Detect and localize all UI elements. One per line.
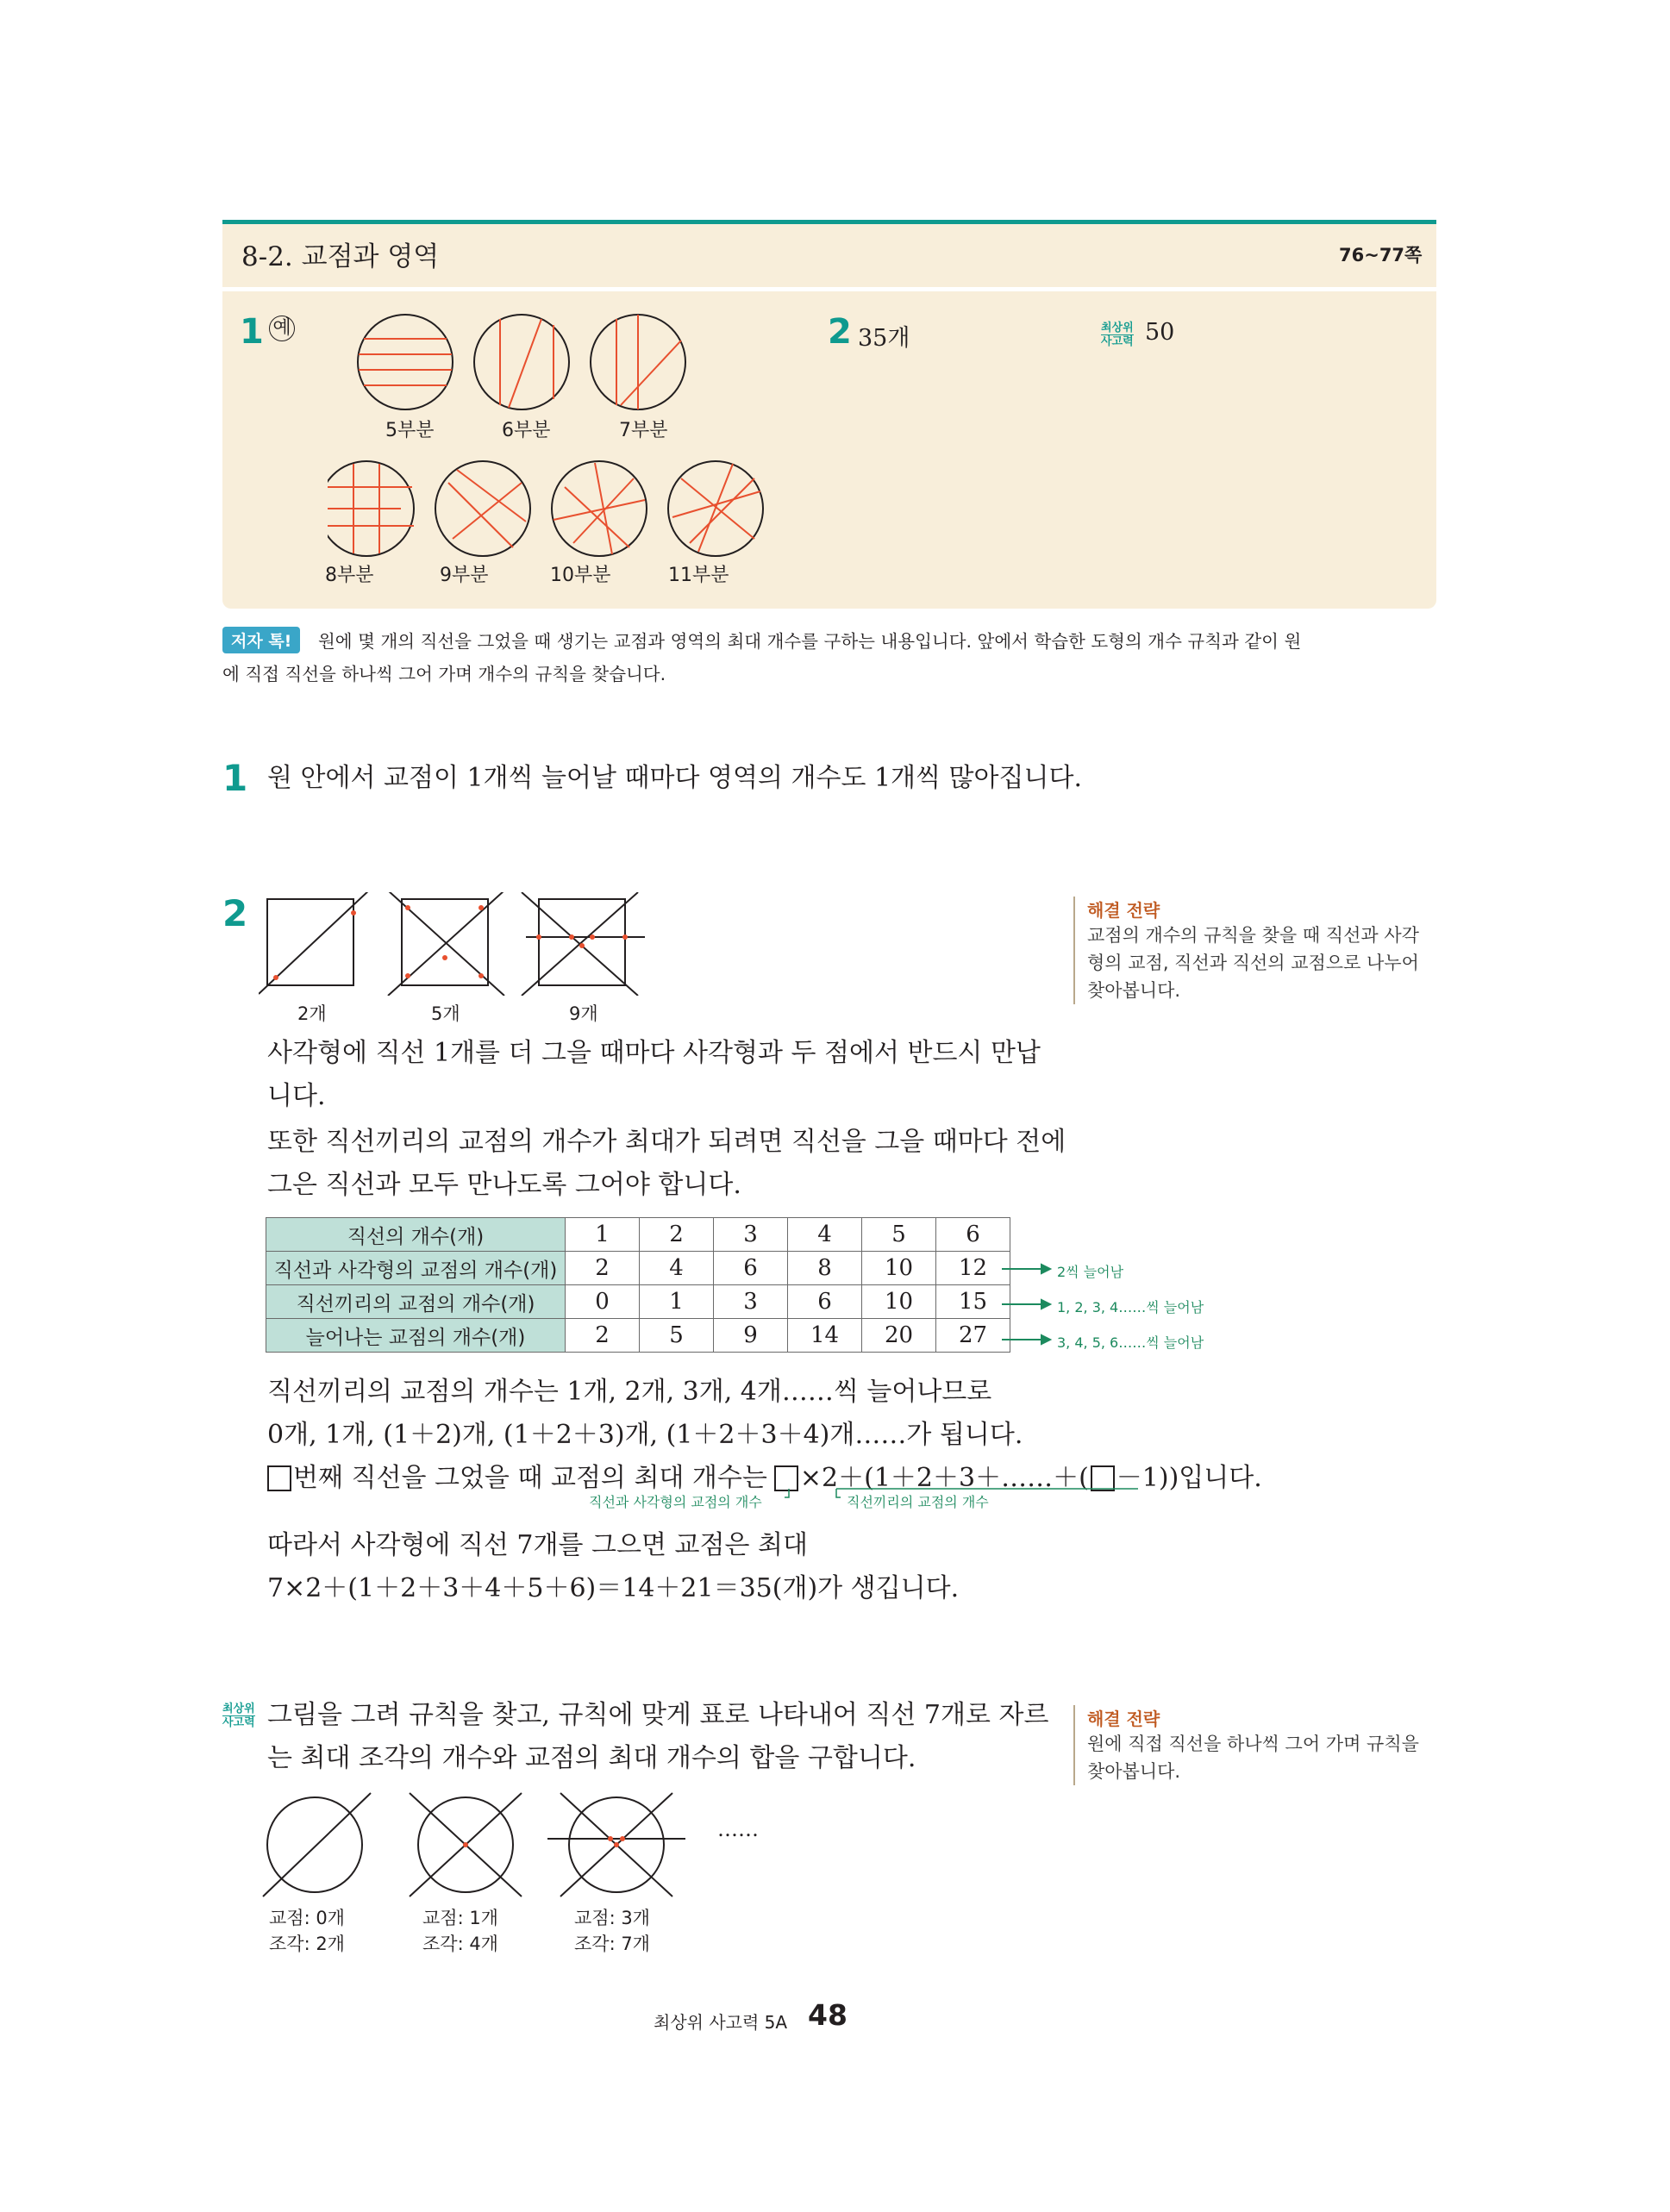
circle-cut-diagram bbox=[259, 1789, 690, 1901]
answer-2-number: 2 bbox=[828, 312, 852, 352]
label-8-parts: 8부분 bbox=[325, 565, 374, 586]
table-cell: 6 bbox=[788, 1285, 862, 1319]
table-cell: 14 bbox=[788, 1319, 862, 1353]
strategy-line-2b: 찾아봅니다. bbox=[1087, 1761, 1181, 1782]
label-10-parts: 10부분 bbox=[550, 565, 611, 586]
top-answer-badge bbox=[1101, 322, 1134, 348]
top-answer-value: 50 bbox=[1145, 319, 1175, 346]
badge-line-1: 최상위 bbox=[1101, 322, 1134, 334]
caption-1-pieces: 조각: 2개 bbox=[269, 1934, 345, 1954]
para1-line1: 사각형에 직선 1개를 더 그을 때마다 사각형과 두 점에서 반드시 만납 bbox=[267, 1038, 1041, 1068]
table-cell: 4 bbox=[640, 1252, 714, 1285]
strategy-line-1a: 교점의 개수의 규칙을 찾을 때 직선과 사각 bbox=[1087, 925, 1419, 946]
table-row bbox=[266, 1319, 1010, 1353]
table-note-1: 2씩 늘어남 bbox=[1057, 1264, 1124, 1280]
badge-line-2: 사고력 bbox=[1101, 335, 1134, 348]
strategy-box-2 bbox=[1073, 1705, 1449, 1785]
formula-under-label-1: 직선과 사각형의 교점의 개수 bbox=[589, 1494, 762, 1510]
table-cell: 5 bbox=[640, 1319, 714, 1353]
table-cell: 8 bbox=[788, 1252, 862, 1285]
table-cell: 2 bbox=[640, 1218, 714, 1252]
top-section-badge bbox=[222, 1703, 255, 1729]
author-tip-line-2: 에 직접 직선을 하나씩 그어 가며 개수의 규칙을 찾습니다. bbox=[222, 664, 666, 684]
explanation-line-e: 7×2＋(1＋2＋3＋4＋5＋6)＝14＋21＝35(개)가 생깁니다. bbox=[267, 1573, 960, 1603]
top-section-line-1: 그림을 그려 규칙을 찾고, 규칙에 맞게 표로 나타내어 직선 7개로 자르 bbox=[267, 1700, 1049, 1730]
table-cell: 6 bbox=[936, 1218, 1010, 1252]
strategy-line-1c: 찾아봅니다. bbox=[1087, 980, 1181, 1001]
row-header: 직선과 사각형의 교점의 개수(개) bbox=[266, 1252, 566, 1285]
table-cell: 5 bbox=[862, 1218, 936, 1252]
caption-2-intersections: 교점: 1개 bbox=[422, 1908, 498, 1928]
label-6-parts: 6부분 bbox=[502, 420, 551, 441]
caption-3 bbox=[574, 1905, 650, 1957]
para2-line1: 또한 직선끼리의 교점의 개수가 최대가 되려면 직선을 그을 때마다 전에 bbox=[267, 1127, 1066, 1157]
table-cell: 6 bbox=[714, 1252, 788, 1285]
circle-10-parts bbox=[552, 461, 647, 556]
table-cell: 20 bbox=[862, 1319, 936, 1353]
author-tip-line-1: 원에 몇 개의 직선을 그었을 때 생기는 교점과 영역의 최대 개수를 구하는 내용입니다. 앞에서 학습한 도형의 개수 규칙과 같이 원 bbox=[318, 631, 1302, 652]
caption-1 bbox=[269, 1905, 345, 1957]
solution-1-text: 원 안에서 교점이 1개씩 늘어날 때마다 영역의 개수도 1개씩 많아집니다. bbox=[267, 763, 1082, 793]
strategy-line-1b: 형의 교점, 직선과 직선의 교점으로 나누어 bbox=[1087, 953, 1419, 973]
formula-part-2: ×2＋(1＋2＋3＋……＋( bbox=[799, 1463, 1089, 1493]
table-note-3: 3, 4, 5, 6……씩 늘어남 bbox=[1057, 1334, 1204, 1351]
caption-2-pieces: 조각: 4개 bbox=[422, 1934, 498, 1954]
section-title: 8-2. 교점과 영역 bbox=[241, 241, 440, 272]
square-label-1: 2개 bbox=[297, 1003, 327, 1024]
circle-9-parts bbox=[435, 461, 530, 556]
table-cell: 12 bbox=[936, 1252, 1010, 1285]
strategy-box-1 bbox=[1073, 897, 1449, 1004]
table-cell: 27 bbox=[936, 1319, 1010, 1353]
blank-box-1 bbox=[267, 1465, 291, 1491]
label-9-parts: 9부분 bbox=[440, 565, 489, 586]
table-row bbox=[266, 1252, 1010, 1285]
caption-3-pieces: 조각: 7개 bbox=[574, 1934, 650, 1954]
page-number: 48 bbox=[808, 1998, 848, 2032]
top-section-line-2: 는 최대 조각의 개수와 교점의 최대 개수의 합을 구합니다. bbox=[267, 1743, 916, 1773]
table-cell: 0 bbox=[566, 1285, 640, 1319]
intersection-table bbox=[266, 1217, 1010, 1353]
row-header: 직선끼리의 교점의 개수(개) bbox=[266, 1285, 566, 1319]
answer-2-value: 35개 bbox=[858, 325, 910, 352]
table-cell: 10 bbox=[862, 1285, 936, 1319]
table-cell: 3 bbox=[714, 1218, 788, 1252]
square-label-2: 5개 bbox=[431, 1003, 460, 1024]
label-7-parts: 7부분 bbox=[619, 420, 668, 441]
square-1 bbox=[267, 899, 353, 985]
table-cell: 10 bbox=[862, 1252, 936, 1285]
table-cell: 9 bbox=[714, 1319, 788, 1353]
square-lines-diagram bbox=[259, 892, 655, 996]
circle-6-parts bbox=[474, 315, 569, 409]
label-5-parts: 5부분 bbox=[385, 420, 435, 441]
caption-2 bbox=[422, 1905, 498, 1957]
table-cell: 2 bbox=[566, 1319, 640, 1353]
footer-book-title: 최상위 사고력 5A bbox=[654, 2012, 788, 2033]
para2-line2: 그은 직선과 모두 만나도록 그어야 합니다. bbox=[267, 1170, 741, 1200]
example-badge: 예 bbox=[269, 316, 295, 341]
author-tip-badge: 저자 톡! bbox=[222, 627, 300, 653]
explanation-line-a: 직선끼리의 교점의 개수는 1개, 2개, 3개, 4개……씩 늘어나므로 bbox=[267, 1377, 992, 1407]
formula-under-label-2: 직선끼리의 교점의 개수 bbox=[847, 1494, 989, 1510]
solution-1-number: 1 bbox=[222, 757, 248, 799]
answer-1-number: 1 bbox=[240, 312, 264, 352]
caption-3-intersections: 교점: 3개 bbox=[574, 1908, 650, 1928]
table-row bbox=[266, 1285, 1010, 1319]
formula-part-3: －1))입니다. bbox=[1116, 1463, 1262, 1493]
circle-5-parts bbox=[358, 315, 453, 409]
strategy-title-2: 해결 전략 bbox=[1087, 1709, 1160, 1729]
table-cell: 1 bbox=[566, 1218, 640, 1252]
table-cell: 3 bbox=[714, 1285, 788, 1319]
page-range: 76~77쪽 bbox=[1339, 245, 1423, 266]
label-11-parts: 11부분 bbox=[668, 565, 729, 586]
table-cell: 2 bbox=[566, 1252, 640, 1285]
badge-line-1: 최상위 bbox=[222, 1703, 255, 1715]
caption-1-intersections: 교점: 0개 bbox=[269, 1908, 345, 1928]
row-header: 늘어나는 교점의 개수(개) bbox=[266, 1319, 566, 1353]
table-cell: 15 bbox=[936, 1285, 1010, 1319]
strategy-line-2a: 원에 직접 직선을 하나씩 그어 가며 규칙을 bbox=[1087, 1734, 1419, 1754]
explanation-line-d: 따라서 사각형에 직선 7개를 그으면 교점은 최대 bbox=[267, 1530, 808, 1560]
table-cell: 1 bbox=[640, 1285, 714, 1319]
solution-2-number: 2 bbox=[222, 892, 248, 934]
explanation-line-b: 0개, 1개, (1＋2)개, (1＋2＋3)개, (1＋2＋3＋4)개……가 됩니다. bbox=[267, 1420, 1023, 1450]
table-note-2: 1, 2, 3, 4……씩 늘어남 bbox=[1057, 1299, 1204, 1315]
note-arrows bbox=[1000, 1260, 1052, 1355]
strategy-title-1: 해결 전략 bbox=[1087, 900, 1160, 921]
formula-part-1: 번째 직선을 그었을 때 교점의 최대 개수는 bbox=[293, 1463, 767, 1493]
table-cell: 4 bbox=[788, 1218, 862, 1252]
para1-line2: 니다. bbox=[267, 1081, 326, 1111]
badge-line-2: 사고력 bbox=[222, 1716, 255, 1729]
table-row bbox=[266, 1218, 1010, 1252]
diagram-ellipsis: …… bbox=[717, 1817, 759, 1841]
row-header: 직선의 개수(개) bbox=[266, 1218, 566, 1252]
square-label-3: 9개 bbox=[569, 1003, 598, 1024]
